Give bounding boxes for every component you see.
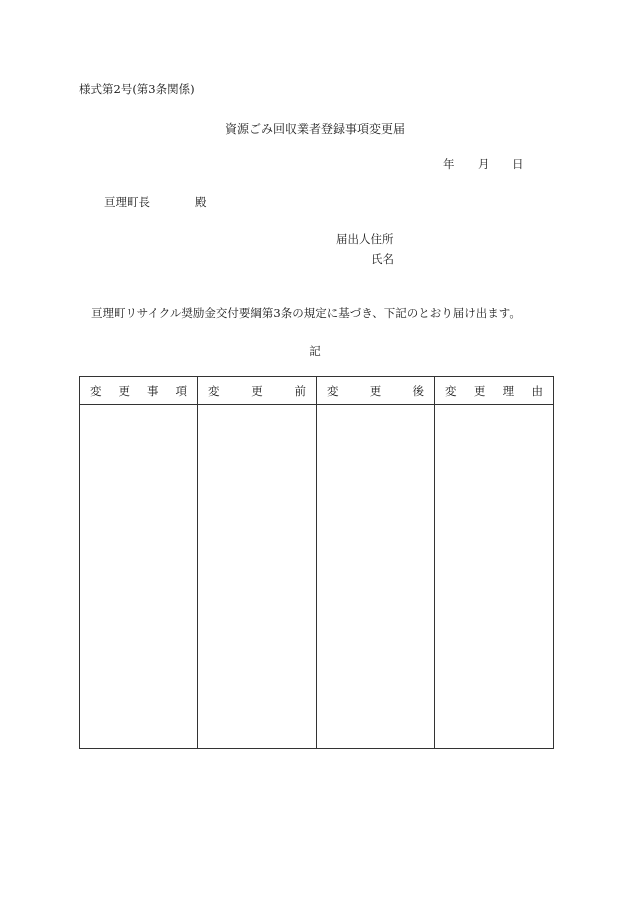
date-month-label: 月 <box>478 157 490 171</box>
header-char: 更 <box>473 383 486 398</box>
header-before-change <box>198 377 317 405</box>
statement-text: 亘理町リサイクル奨励金交付要綱第3条の規定に基づき、下記のとおり届け出ます。 <box>91 306 521 320</box>
header-change-item <box>80 377 198 405</box>
header-char: 前 <box>294 383 306 398</box>
form-number: 様式第2号(第3条関係) <box>79 82 195 96</box>
date-day-label: 日 <box>512 157 524 171</box>
header-char: 項 <box>175 383 187 398</box>
table-header-row <box>80 377 554 405</box>
addressee-name: 亘理町長 <box>104 195 150 209</box>
change-table <box>79 376 554 749</box>
cell-change-reason[interactable] <box>435 405 554 749</box>
addressee-honorific: 殿 <box>195 195 207 209</box>
cell-before-change[interactable] <box>198 405 317 749</box>
header-change-reason <box>435 377 554 405</box>
ki-heading: 記 <box>309 344 321 358</box>
header-char: 更 <box>118 383 130 398</box>
cell-after-change[interactable] <box>317 405 435 749</box>
document-title: 資源ごみ回収業者登録事項変更届 <box>224 122 405 136</box>
header-char: 変 <box>208 383 220 398</box>
header-char: 更 <box>369 383 382 398</box>
date-year-label: 年 <box>443 157 455 171</box>
header-char: 事 <box>147 383 159 398</box>
header-char: 理 <box>502 383 515 398</box>
header-char: 更 <box>251 383 263 398</box>
header-char: 変 <box>90 383 102 398</box>
applicant-name-label: 氏名 <box>371 252 394 266</box>
table-row <box>80 405 554 749</box>
applicant-address-label: 届出人住所 <box>336 232 394 246</box>
header-char: 由 <box>531 383 543 398</box>
header-char: 変 <box>327 383 339 398</box>
header-char: 変 <box>445 383 457 398</box>
header-char: 後 <box>412 383 424 398</box>
header-after-change <box>317 377 435 405</box>
cell-change-item[interactable] <box>80 405 198 749</box>
